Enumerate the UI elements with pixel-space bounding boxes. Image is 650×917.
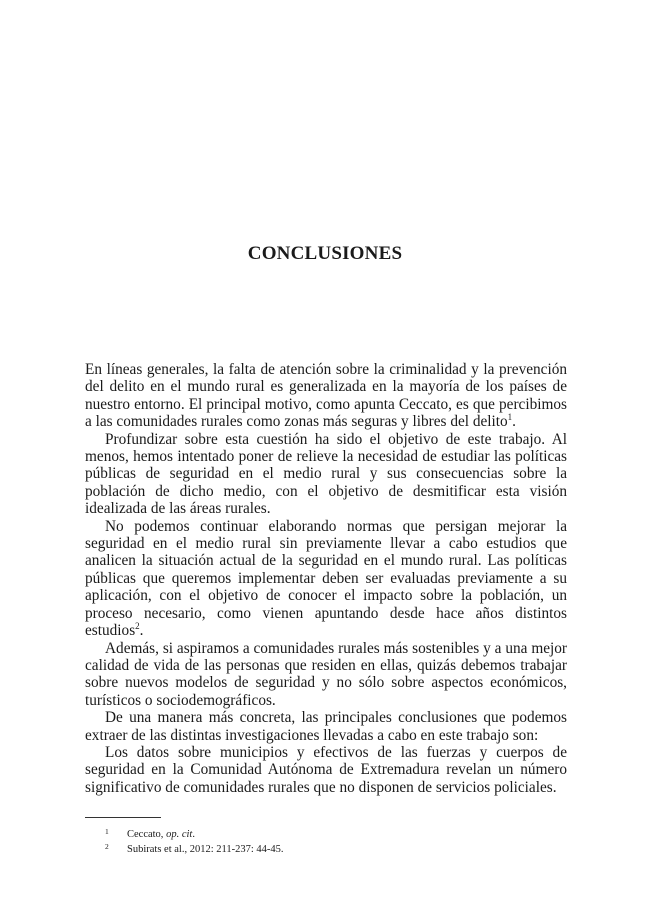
paragraph-end: . (512, 413, 516, 431)
footnote-text-after: . (192, 829, 195, 840)
footnote-2 (85, 842, 567, 857)
paragraph-6 (85, 744, 567, 796)
paragraph-5 (85, 709, 567, 744)
paragraph-text: No podemos continuar elaborando normas que persigan mejorar la seguridad en el medio rural sin previamente llevar a cabo estudios que analicen la situación actual de la seguridad en el mundo rural. Las políticas públicas que queremos implementar deben ser evaluadas previamente a su aplicación, con el objetivo de conocer el impacto sobre la población, un proceso necesario, como vienen apuntando desde hace años distintos estudios (85, 517, 567, 640)
paragraph-3 (85, 518, 567, 640)
paragraph-end: . (139, 622, 144, 640)
footnote-ref-1: 1 (507, 412, 513, 423)
footnote-text (127, 842, 284, 857)
body-text (85, 361, 567, 796)
paragraph-1 (85, 361, 567, 431)
paragraph-text: En líneas generales, la falta de atención sobre la criminalidad y la prevención del delito en el mundo rural es generalizada en la mayoría de los países de nuestro entorno. El principal motivo, como apunta Ceccato, es que percibimos a las comunidades rurales como zonas más seguras y libres del delito (85, 361, 567, 431)
footnote-mark: 1 (105, 827, 109, 836)
footnote-divider (85, 817, 161, 818)
chapter-title: CONCLUSIONES (247, 243, 403, 264)
footnote-text-italic: op. cit (166, 829, 193, 840)
footnote-text-before: Ceccato, (127, 829, 167, 840)
footnote-ref-2: 2 (135, 621, 140, 631)
footnote-text (127, 827, 195, 842)
footnotes (85, 827, 567, 857)
paragraph-4 (85, 640, 567, 710)
paragraph-text: Profundizar sobre esta cuestión ha sido el objetivo de este trabajo. Al menos, hemos intentado poner de relieve la necesidad de estudiar las políticas públicas de seguridad en el medio rural y sus consecuencias sobre la población de dicho medio, con el objetivo de desmitificar esta visión idealizada de las áreas rurales. (85, 430, 567, 518)
footnote-1 (85, 827, 567, 842)
paragraph-2 (85, 431, 567, 518)
footnote-text-before: Subirats et al., 2012: 211-237: 44-45. (127, 844, 284, 855)
paragraph-text: Los datos sobre municipios y efectivos de las fuerzas y cuerpos de seguridad en la Comunidad Autónoma de Extremadura revelan un número significativo de comunidades rurales que no disponen de servicios policiales. (85, 743, 567, 796)
paragraph-text: De una manera más concreta, las principales conclusiones que podemos extraer de las distintas investigaciones llevadas a cabo en este trabajo son: (85, 709, 567, 744)
paragraph-text: Además, si aspiramos a comunidades rurales más sostenibles y a una mejor calidad de vida de las personas que residen en ellas, quizás debemos trabajar sobre nuevos modelos de seguridad y no sólo sobre aspectos económicos, turísticos o sociodemográficos. (85, 639, 567, 709)
footnote-mark: 2 (105, 842, 109, 851)
